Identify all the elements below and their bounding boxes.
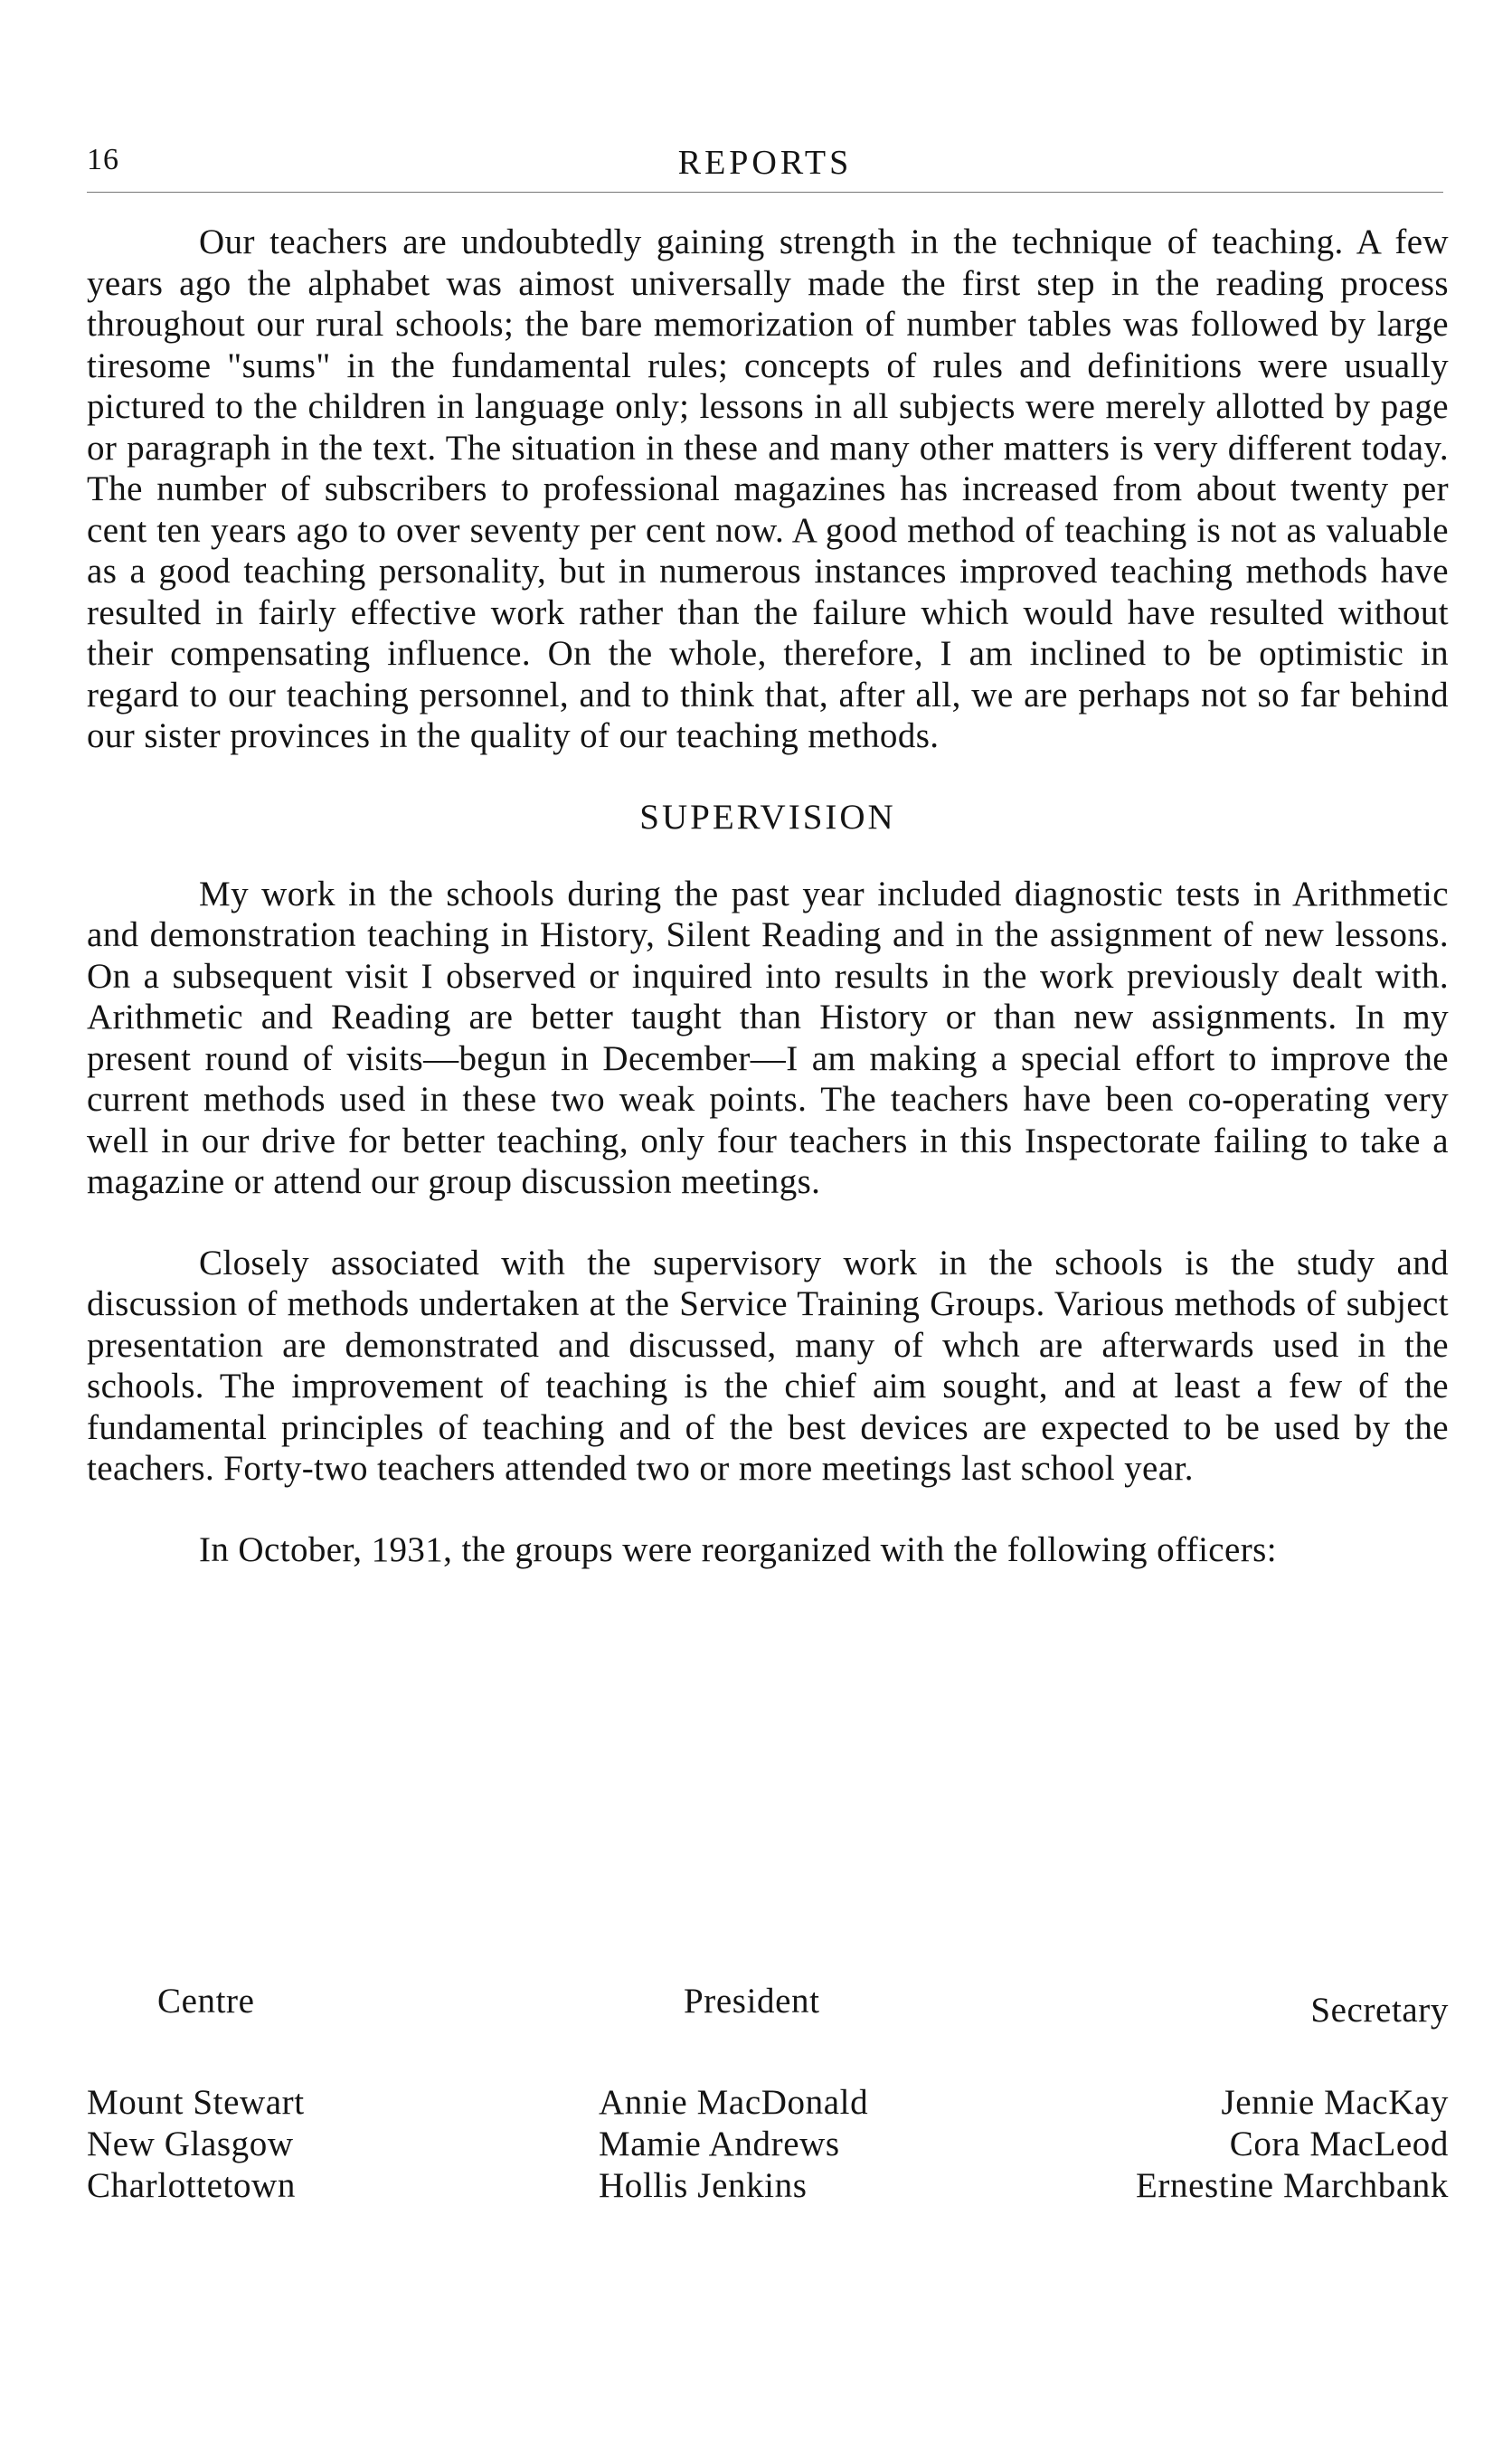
cell-president: Mamie Andrews [599,2125,840,2163]
column-header-president: President [684,1982,820,2021]
officers-table [87,1981,1449,2207]
cell-secretary: Cora MacLeod [1229,2125,1449,2163]
page-number: 16 [87,143,119,176]
table-row [87,2124,1449,2165]
paragraph-service-training-groups: Closely associated with the supervisory work in the schools is the study and discussion of methods undertaken at the Service Training Groups. Various methods of subject presentation are demonstrated and discussed, many of whch are afterwards used in the schools. The improvement of teaching is the chief aim sought, and at least a few of the fundamental principles of teaching and of the best devices are expected to be used by the teachers. Forty-two teachers attended two or more meetings last school year. [87,1243,1449,1488]
paragraph-reorganization: In October, 1931, the groups were reorganized with the following officers: [199,1529,1277,1569]
officers-table-header [87,1981,1449,2082]
cell-president: Annie MacDonald [599,2083,869,2122]
cell-secretary: Ernestine Marchbank [1135,2166,1449,2205]
table-row [87,2165,1449,2207]
cell-centre: New Glasgow [87,2125,294,2163]
column-header-secretary: Secretary [1310,1991,1449,2030]
paragraph-teaching-technique: Our teachers are undoubtedly gaining strength in the technique of teaching. A few years ago the alphabet was aimost universally made the first step in the reading process throughout our rural schools; the bare memorization of number tables was followed by large tiresome "sums" in the fundamental rules; concepts of rules and definitions were usually pictured to the children in language only; lessons in all subjects were merely allotted by page or paragraph in the text. The situation in these and many other matters is very different today. The number of subscribers to professional magazines has increased from about twenty per cent ten years ago to over seventy per cent now. A good method of teaching is not as valuable as a good teaching personality, but in numerous instances improved teaching methods have resulted in fairly effective work rather than the failure which would have resulted without their compensating influence. On the whole, therefore, I am inclined to be optimistic in regard to our teaching personnel, and to think that, after all, we are perhaps not so far behind our sister provinces in the quality of our teaching methods. [87,222,1449,755]
cell-president: Hollis Jenkins [599,2166,808,2205]
table-row [87,2082,1449,2124]
cell-centre: Mount Stewart [87,2083,305,2122]
page-body [87,222,1449,1595]
section-heading-supervision: SUPERVISION [639,797,896,837]
cell-centre: Charlottetown [87,2166,296,2205]
running-head [87,143,1443,185]
paragraph-supervision-work: My work in the schools during the past year included diagnostic tests in Arithmetic and demonstration teaching in History, Silent Reading and in the assignment of new lessons. On a subsequent visit I observed or inquired into results in the work previously dealt with. Arithmetic and Reading are better taught than History or than new assignments. In my present round of visits—begun in December—I am making a special effort to improve the current methods used in these two weak points. The teachers have been co-operating very well in our drive for better teaching, only four teachers in this Inspectorate failing to take a magazine or attend our group discussion meetings. [87,874,1449,1201]
page-title: REPORTS [677,144,853,182]
column-header-centre: Centre [157,1982,255,2021]
header-divider [87,192,1443,193]
cell-secretary: Jennie MacKay [1221,2083,1449,2122]
